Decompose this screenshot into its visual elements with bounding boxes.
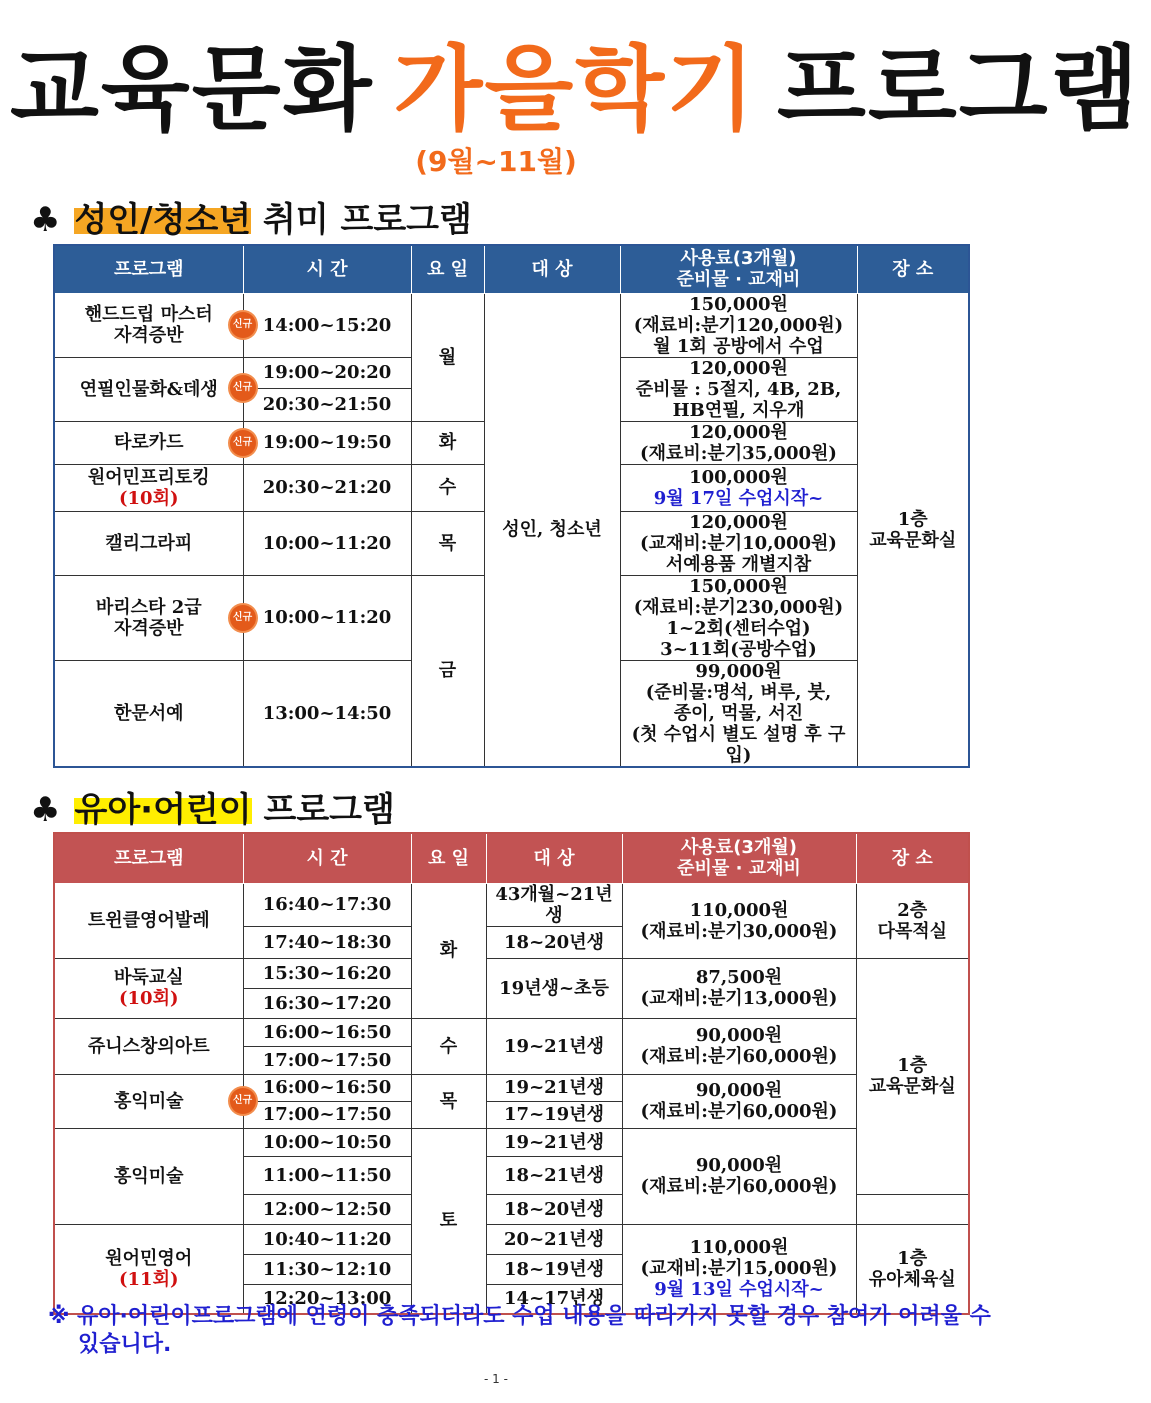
fee-line: 150,000원 [689,293,788,315]
page-title [0,36,1141,143]
col-audience: 대 상 [486,833,622,883]
time-cell [232,1074,411,1106]
new-badge-icon: 신규 [230,375,256,401]
col-time: 시 간 [243,833,411,883]
place-line: 교육문화실 [869,529,957,551]
fee-line: 120,000원 [689,511,788,533]
day-cell: 수 [411,1018,486,1074]
new-badge-icon: 신규 [230,312,256,338]
fee-line: (재료비:분기120,000원) [633,314,844,336]
time-text: 16:00~16:50 [262,1077,392,1098]
audience-cell: 17~19년생 [486,1101,622,1128]
col-time: 시 간 [243,245,411,293]
place-line: 유아체육실 [868,1268,956,1290]
place-line: 다목적실 [877,920,948,942]
program-name-line: 원어민영어 [105,1247,193,1269]
program-name: 한문서예 [54,660,243,767]
new-badge-icon: 신규 [230,1088,256,1114]
program-name [54,464,243,511]
place-line: 2층 [897,899,928,921]
fee-line: (교재비:분기10,000원) [640,532,837,554]
time-cell: 11:00~11:50 [243,1156,411,1194]
program-name: 타로카드 [54,421,243,464]
audience-cell: 18~21년생 [486,1156,622,1194]
fee-line: 준비물 : 5절지, 4B, 2B, [635,378,842,400]
fee-cell [620,511,857,575]
fee-cell [620,660,857,767]
program-name [54,293,243,357]
kids-program-table [53,832,970,1315]
table-row [54,1224,969,1254]
program-name-line: 바리스타 2급 [95,596,202,618]
col-place: 장 소 [857,245,969,293]
col-day: 요 일 [411,833,486,883]
fee-line: 100,000원 [689,466,788,488]
new-badge-icon: 신규 [230,430,256,456]
fee-line: 120,000원 [689,357,788,379]
program-name: 홍익미술 [54,1128,243,1224]
fee-line: (재료비:분기60,000원) [640,1101,838,1122]
col-program: 프로그램 [54,833,243,883]
audience-cell: 14~17년생 [486,1284,622,1314]
page-subtitle: (9월~11월) [415,145,577,178]
day-cell: 토 [411,1128,486,1314]
program-name-line: 핸드드립 마스터 [84,304,213,325]
time-cell: 17:00~17:50 [243,1101,411,1128]
audience-cell: 19~21년생 [486,1074,622,1101]
col-place: 장 소 [856,833,969,883]
fee-line: (재료비:분기30,000원) [640,920,838,942]
fee-line: 90,000원 [695,1080,783,1101]
fee-line: 90,000원 [695,1025,783,1046]
day-cell: 금 [411,575,484,767]
fee-line: (준비물:명석, 벼루, 붓, [645,681,832,703]
adult-program-table [53,244,970,768]
place-line: 교육문화실 [868,1076,956,1097]
fee-line: 120,000원 [689,421,788,443]
fee-cell [620,421,857,464]
fee-cell [622,1128,856,1224]
fee-line: 150,000원 [689,575,788,597]
col-fee [622,833,856,883]
title-part-2: 가을학기 [393,36,757,143]
place-line: 1층 [897,1247,928,1269]
col-day: 요 일 [411,245,484,293]
time-cell: 16:40~17:30 [243,883,411,926]
time-cell: 16:00~16:50 [243,1018,411,1046]
session-count: (11회) [119,1268,179,1290]
day-cell: 수 [411,464,484,511]
time-cell: 15:30~16:20 [243,958,411,988]
table-header-row [54,833,969,883]
audience-cell: 43개월~21년생 [486,883,622,926]
fee-line: (첫 수업시 별도 설명 후 구입) [631,723,846,766]
fee-line: 110,000원 [689,1237,789,1259]
program-name-line: 바둑교실 [113,967,184,988]
program-name [54,1224,243,1314]
place-line: 1층 [897,1055,928,1076]
time-cell: 20:30~21:50 [243,388,411,421]
place-cell [856,1224,969,1314]
day-cell: 화 [411,883,486,1018]
fee-line: 3~11회(공방수업) [660,638,817,660]
program-name-line: 자격증반 [113,617,184,639]
program-name: 캘리그라피 [54,511,243,575]
fee-cell [622,958,856,1018]
audience-cell: 18~20년생 [486,926,622,958]
time-cell [232,575,411,660]
session-count: (10회) [119,988,179,1009]
program-name: 홍익미술 [54,1074,243,1128]
table-row [54,1018,969,1046]
place-cell [856,958,969,1194]
audience-cell: 19~21년생 [486,1018,622,1074]
fee-line: 99,000원 [695,660,782,682]
fee-line: 1~2회(센터수업) [666,617,811,639]
time-cell: 12:20~13:00 [243,1284,411,1314]
time-cell: 10:00~10:50 [243,1128,411,1156]
col-audience: 대 상 [484,245,620,293]
fee-line: (재료비:분기60,000원) [640,1176,838,1197]
col-program: 프로그램 [54,245,243,293]
program-name: 연필인물화&데생 [54,357,243,421]
program-name-line: 자격증반 [113,325,184,346]
col-fee-line1: 사용료(3개월) [681,837,797,859]
fee-cell [620,357,857,421]
time-cell: 11:30~12:10 [243,1254,411,1284]
fee-cell [622,883,856,958]
time-cell: 13:00~14:50 [243,660,411,767]
place-cell [857,293,969,767]
day-cell: 월 [411,293,484,421]
time-cell [232,421,411,464]
table-row [54,958,969,988]
time-cell: 17:40~18:30 [243,926,411,958]
fee-cell [620,464,857,511]
time-cell: 10:40~11:20 [243,1224,411,1254]
fee-line: HB연필, 지우개 [672,399,805,421]
club-icon: ♣ [30,790,61,830]
audience-cell: 성인, 청소년 [484,293,620,767]
time-text: 10:00~11:20 [262,607,392,628]
place-line: 1층 [897,508,928,530]
place-cell [856,883,969,958]
program-name-line: 원어민프리토킹 [87,466,210,488]
table-row [54,1074,969,1101]
time-text: 19:00~19:50 [262,432,392,453]
section-kids-highlight: 유아·어린이 [74,790,252,830]
fee-line: 종이, 먹물, 서진 [673,702,804,724]
page-number: - 1 - [484,1372,508,1386]
table-row [54,883,969,926]
fee-cell [622,1018,856,1074]
time-cell [232,293,411,357]
day-cell: 목 [411,1074,486,1128]
fee-cell [620,293,857,357]
program-name: 트윈클영어발레 [54,883,243,958]
section-kids-heading-rest: 프로그램 [263,790,395,830]
fee-line: (재료비:분기60,000원) [640,1046,838,1067]
fee-line: 110,000원 [689,899,789,921]
start-date-note: 9월 17일 수업시작~ [653,487,824,509]
col-fee [620,245,857,293]
table-row [54,293,969,357]
section-adult-highlight: 성인/청소년 [74,200,252,240]
title-part-1: 교육문화 [10,36,374,143]
program-name [54,575,243,660]
time-cell: 20:30~21:20 [243,464,411,511]
session-count: (10회) [119,487,179,509]
table-row [54,1128,969,1156]
table-header-row [54,245,969,293]
title-part-3: 프로그램 [777,36,1141,143]
time-text: 14:00~15:20 [262,314,392,336]
fee-line: 월 1회 공방에서 수업 [653,335,824,357]
fee-line: (교재비:분기15,000원) [640,1258,838,1280]
audience-cell: 19년생~초등 [486,958,622,1018]
section-adult-heading-rest: 취미 프로그램 [262,200,472,240]
notice-text: ※ 유아·어린이프로그램에 연령이 충족되더라도 수업 내용을 따라가지 못할 경우 참여가 어려울 수 있습니다. [48,1304,991,1357]
fee-line: 87,500원 [695,967,783,988]
day-cell: 화 [411,421,484,464]
audience-cell: 18~19년생 [486,1254,622,1284]
fee-cell [622,1074,856,1128]
fee-cell [622,1224,856,1314]
time-text: 19:00~20:20 [262,362,392,384]
program-name: 쥬니스창의아트 [54,1018,243,1074]
time-cell: 10:00~11:20 [243,511,411,575]
program-name [54,958,243,1018]
time-cell [232,357,411,393]
col-fee-line1: 사용료(3개월) [680,248,797,270]
time-cell: 12:00~12:50 [243,1194,411,1224]
audience-cell: 19~21년생 [486,1128,622,1156]
fee-line: 서예용품 개별지참 [665,553,812,575]
fee-line: (재료비:분기230,000원) [633,596,844,618]
col-fee-line2: 준비물 · 교재비 [676,269,801,291]
col-fee-line2: 준비물 · 교재비 [677,858,801,880]
club-icon: ♣ [30,200,61,240]
audience-cell: 18~20년생 [486,1194,622,1224]
fee-line: (재료비:분기35,000원) [640,442,837,464]
fee-cell [620,575,857,660]
section-kids-heading [30,788,395,832]
new-badge-icon: 신규 [230,605,256,631]
section-adult-heading [30,198,472,242]
day-cell: 목 [411,511,484,575]
time-cell: 16:30~17:20 [243,988,411,1018]
fee-line: (교재비:분기13,000원) [640,988,838,1009]
start-date-note: 9월 13일 수업시작~ [654,1279,824,1301]
time-cell: 17:00~17:50 [243,1046,411,1074]
fee-line: 90,000원 [695,1155,783,1176]
audience-cell: 20~21년생 [486,1224,622,1254]
